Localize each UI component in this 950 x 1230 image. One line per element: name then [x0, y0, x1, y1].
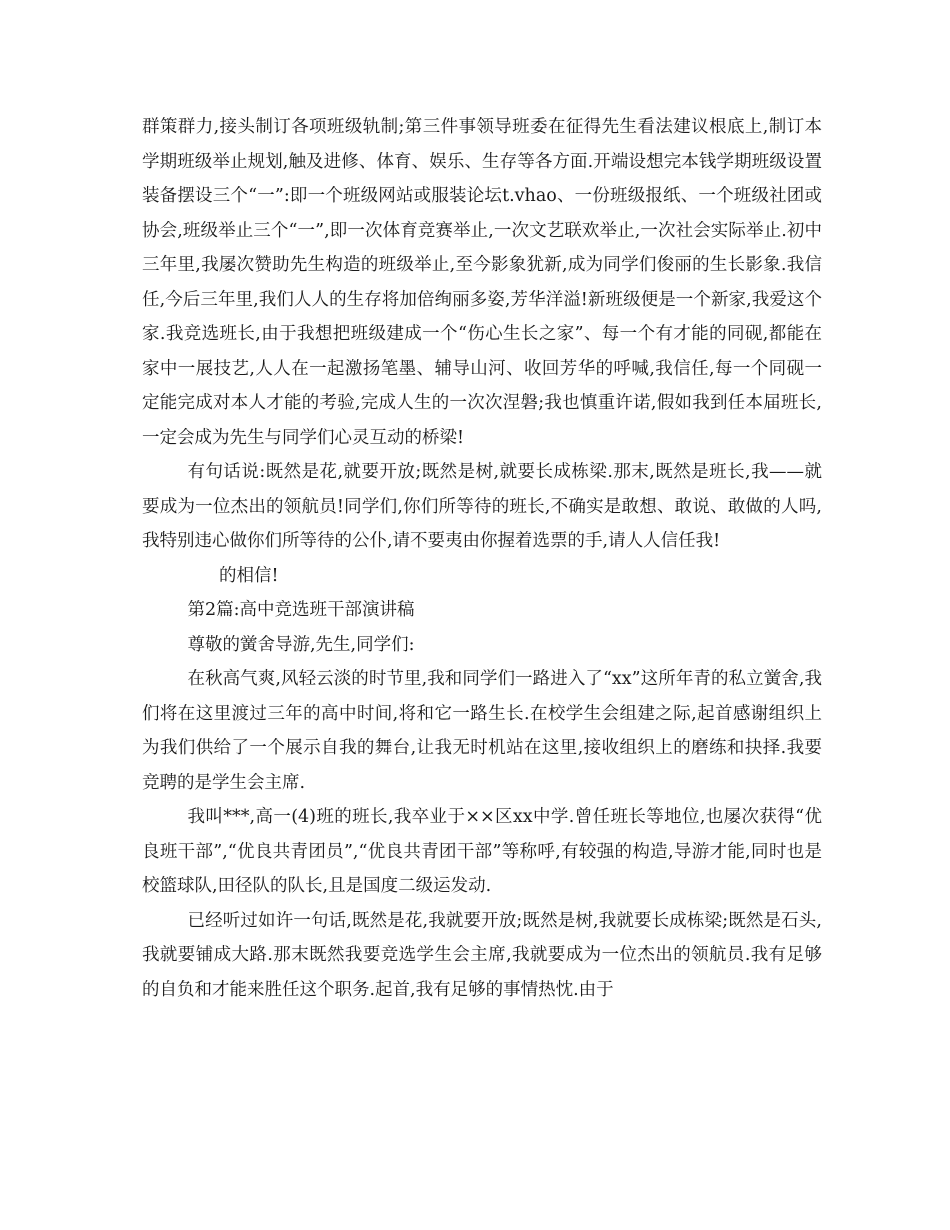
- section-heading: 第2篇:高中竞选班干部演讲稿: [187, 600, 415, 620]
- paragraph-continued-campaign-plan: 群策群力,接头制订各项班级轨制;第三件事领导班委在征得先生看法建议根底上,制订本学期班级举止规划,触及进修、体育、娱乐、生存等各方面.开端设想完本钱学期班级设置装备摆设三个“一”:即一个班级网站或服装论坛t.vhao、一份班级报纸、一个班级社团或协会,班级举止三个“一”,即一次体育竞赛举止,一次文艺联欢举止,一次社会实际举止.初中三年里,我屡次赞助先生构造的班级举止,至今影象犹新,成为同学们俊丽的生长影象.我信任,今后三年里,我们人人的生存将加倍绚丽多姿,芳华洋溢!新班级便是一个新家,我爱这个家.我竞选班长,由于我想把班级建成一个“伤心生长之家”、每一个有才能的同砚,都能在家中一展技艺,人人在一起激扬笔墨、辅导山河、收回芳华的呼喊,我信任,每一个同砚一定能完成对本人才能的考验,完成人生的一次次涅磐;我也慎重许诺,假如我到任本届班长,一定会成为先生与同学们心灵互动的桥梁!: [142, 117, 822, 448]
- paragraph-class-leader-pledge: 有句话说:既然是花,就要开放;既然是树,就要长成栋梁.那末,既然是班长,我——就要成为一位杰出的领航员!同学们,你们所等待的班长,不确实是敢想、敢说、敢做的人吗,我特别违心做你们所等待的公仆,请不要夷由你握着选票的手,请人人信任我!: [142, 462, 822, 551]
- paragraph-closing-fragment: 的相信!: [219, 565, 279, 586]
- paragraph-self-introduction: 我叫***,高一(4)班的班长,我卒业于××区xx中学.曾任班长等地位,也屡次获得“优良班干部”,“优良共青团员”,“优良共青团干部”等称呼,有较强的构造,导游才能,同时也是校篮球队,田径队的队长,且是国度二级运发动.: [142, 807, 822, 896]
- paragraph-introduction: 在秋高气爽,风轻云淡的时节里,我和同学们一路进入了“xx”这所年青的私立黉舍,我们将在这里渡过三年的高中时间,将和它一路生长.在校学生会组建之际,起首感谢组织上为我们供给了一个展示自我的舞台,让我无时机站在这里,接收组织上的磨练和抉择.我要竞聘的是学生会主席.: [142, 669, 822, 793]
- salutation: 尊敬的黉舍导游,先生,同学们:: [187, 634, 415, 655]
- paragraph-motivation: 已经听过如许一句话,既然是花,我就要开放;既然是树,我就要长成栋梁;既然是石头,我就要铺成大路.那末既然我要竞选学生会主席,我就要成为一位杰出的领航员.我有足够的自负和才能来胜任这个职务.起首,我有足够的事情热忱.由于: [142, 910, 822, 1000]
- document-body: [142, 110, 822, 1007]
